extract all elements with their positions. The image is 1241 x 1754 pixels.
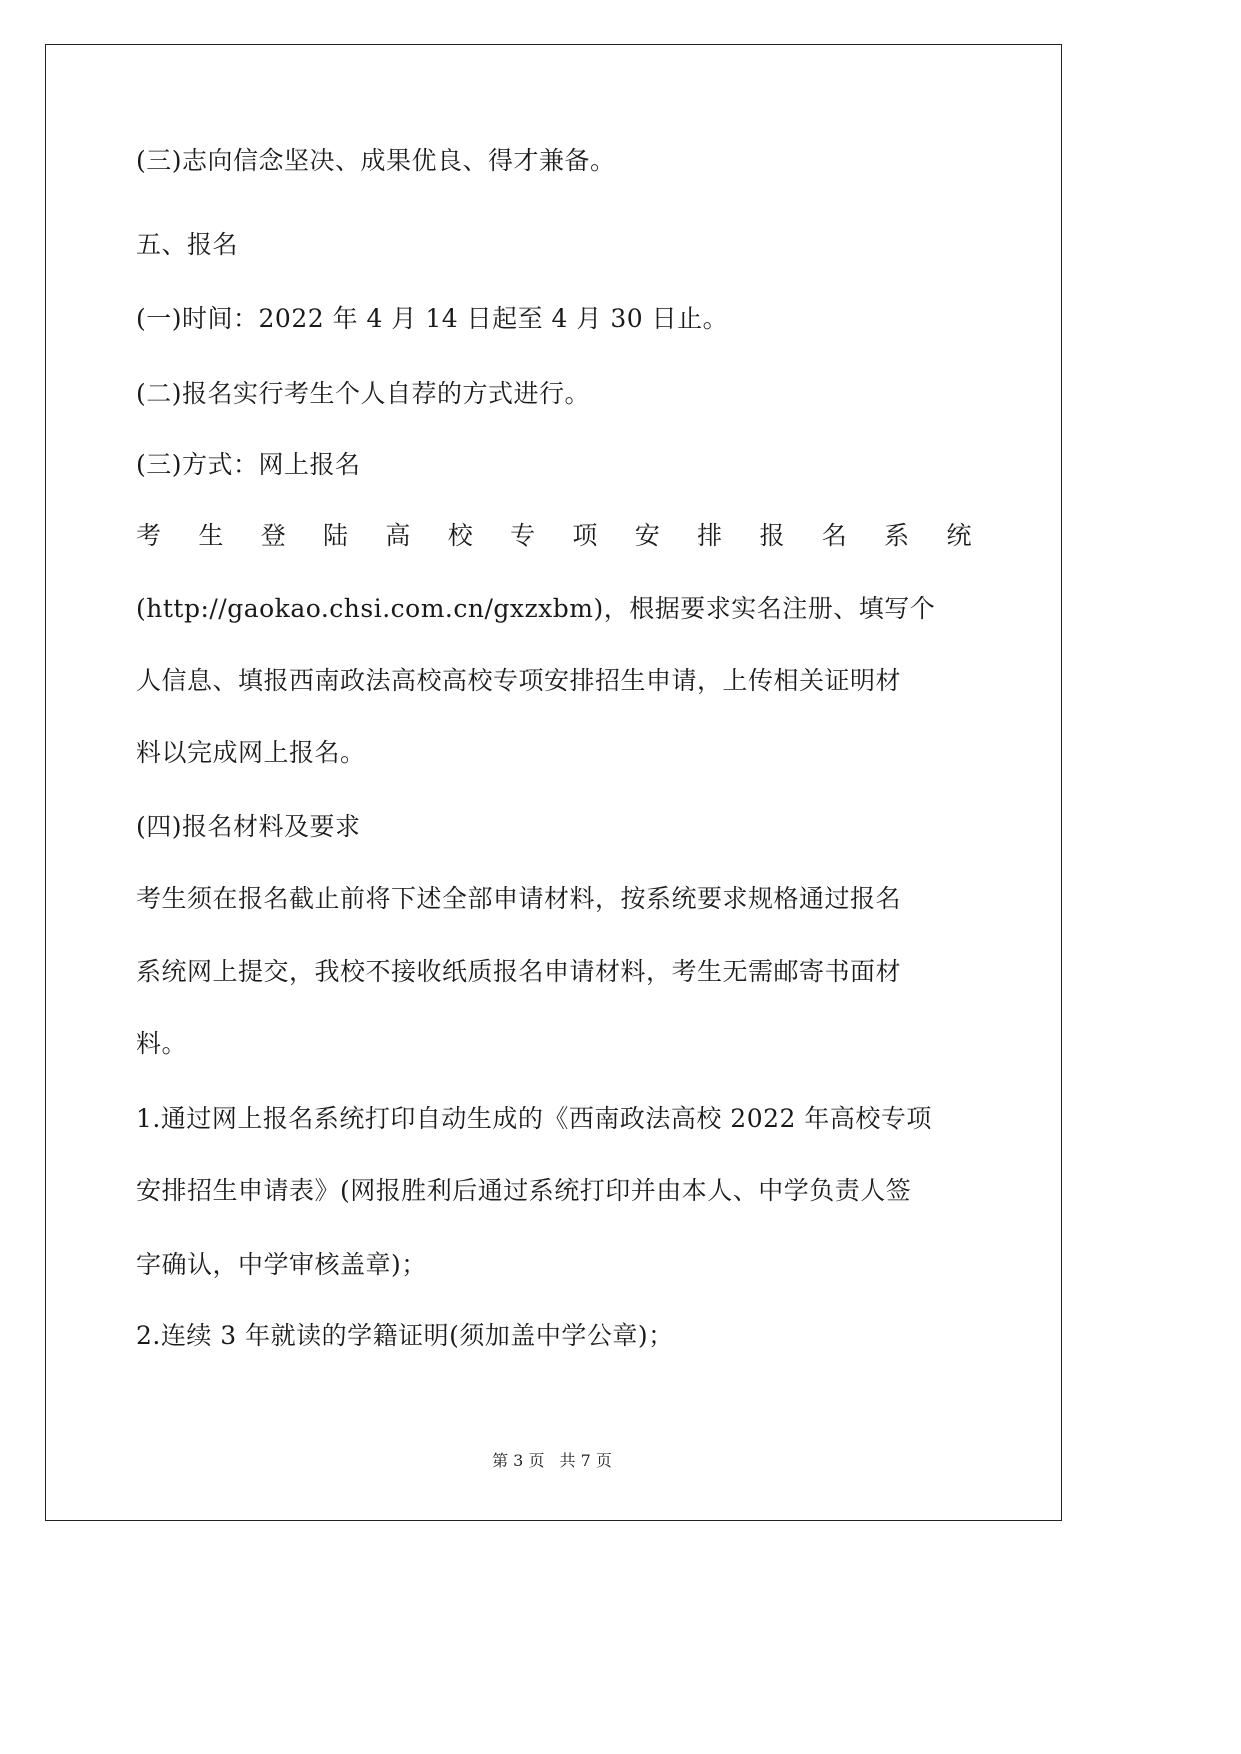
page-total: 共 7 页: [559, 1451, 612, 1470]
justified-char: 专: [510, 521, 536, 550]
paragraph-line: (三)方式：网上报名: [136, 450, 361, 479]
justified-char: 生: [198, 521, 224, 550]
page-border: [45, 44, 1062, 1521]
paragraph-line: 人信息、填报西南政法高校高校专项安排招生申请，上传相关证明材: [136, 666, 902, 695]
paragraph-line: 料。: [136, 1029, 188, 1058]
justified-char: 校: [447, 521, 474, 550]
page-footer: [0, 1448, 1104, 1471]
justified-char: 考: [136, 521, 162, 550]
justified-char: 报: [759, 521, 785, 550]
justified-line: [136, 521, 972, 551]
paragraph-line: 系统网上提交，我校不接收纸质报名申请材料，考生无需邮寄书面材: [136, 957, 902, 986]
paragraph-line: (http://gaokao.chsi.com.cn/gxzxbm)，根据要求实名注册、填写个: [136, 594, 936, 623]
paragraph-line: (二)报名实行考生个人自荐的方式进行。: [136, 379, 591, 408]
justified-char: 陆: [323, 521, 349, 550]
justified-char: 登: [260, 521, 287, 550]
paragraph-line: 2.连续 3 年就读的学籍证明(须加盖中学公章)；: [136, 1321, 674, 1350]
justified-char: 排: [697, 521, 723, 550]
paragraph-line: 料以完成网上报名。: [136, 738, 366, 767]
paragraph-line: 安排招生申请表》(网报胜利后通过系统打印并由本人、中学负责人签: [136, 1176, 912, 1205]
paragraph-line: 考生须在报名截止前将下述全部申请材料，按系统要求规格通过报名: [136, 884, 902, 913]
page-number: 第 3 页: [492, 1451, 545, 1470]
justified-char: 安: [634, 521, 661, 550]
paragraph-line: (三)志向信念坚决、成果优良、得才兼备。: [136, 146, 616, 175]
justified-char: 高: [385, 521, 411, 550]
paragraph-line: (一)时间：2022 年 4 月 14 日起至 4 月 30 日止。: [136, 304, 729, 333]
justified-char: 系: [884, 521, 910, 550]
section-heading: 五、报名: [136, 230, 239, 259]
paragraph-line: 1.通过网上报名系统打印自动生成的《西南政法高校 2022 年高校专项: [136, 1104, 932, 1133]
justified-char: 名: [821, 521, 848, 550]
justified-char: 统: [946, 521, 972, 550]
section-heading: (四)报名材料及要求: [136, 812, 361, 841]
justified-char: 项: [572, 521, 598, 550]
paragraph-line: 字确认，中学审核盖章)；: [136, 1250, 427, 1279]
